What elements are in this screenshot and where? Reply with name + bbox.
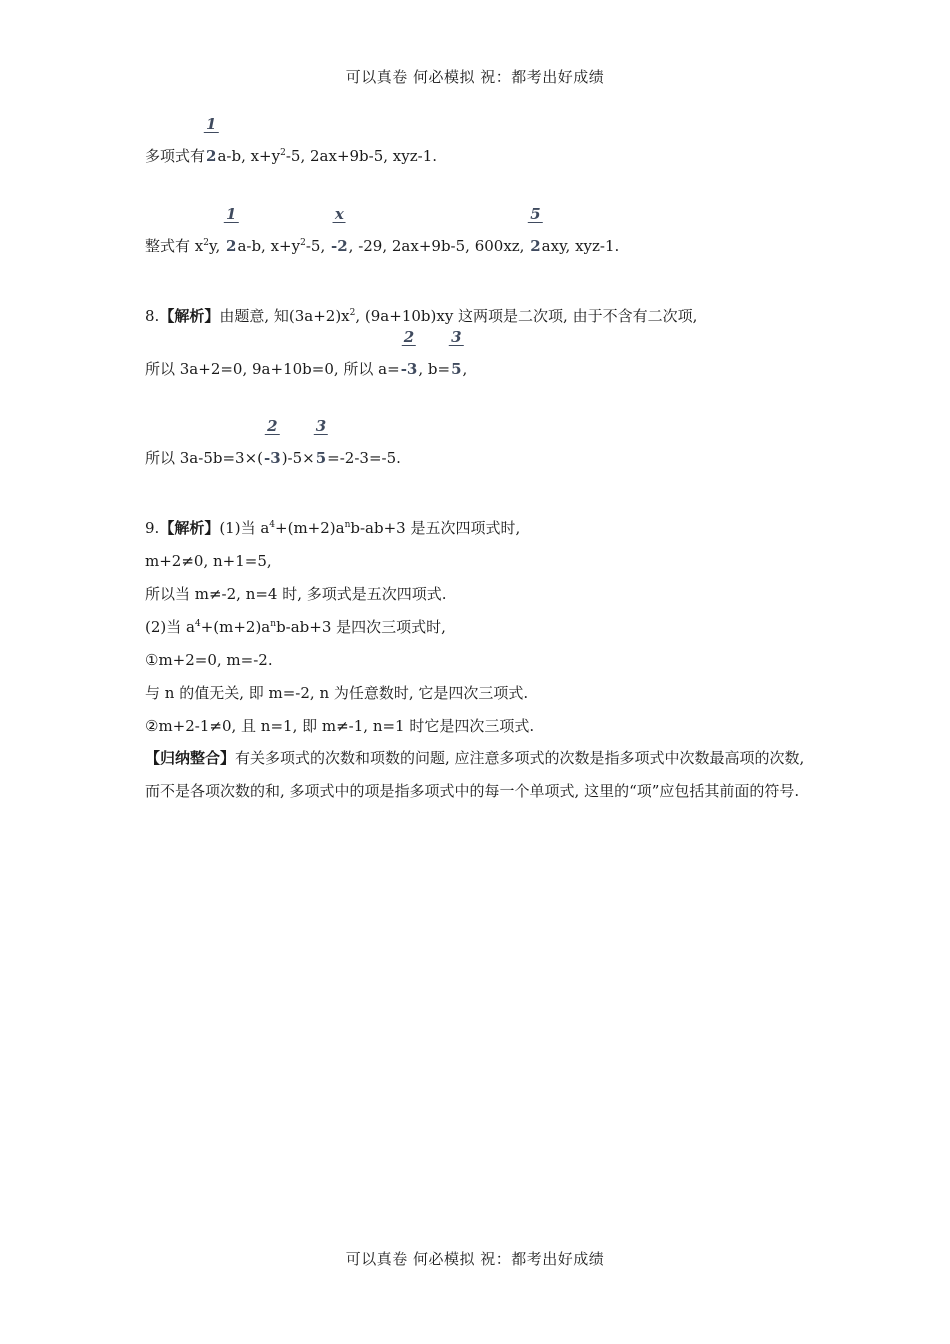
question-number: 8. <box>145 307 160 325</box>
fraction <box>206 115 217 166</box>
fraction <box>226 205 237 256</box>
analysis-tag: 【解析】 <box>159 307 220 325</box>
fraction-numerator: 1 <box>226 205 237 223</box>
text: (2)当 a <box>145 618 195 636</box>
text: 整式有 x <box>145 237 204 255</box>
q8-line-3 <box>145 417 401 468</box>
text: 所以 3a+2=0, 9a+10b=0, 所以 a= <box>145 360 400 378</box>
question-number: 9. <box>145 519 160 537</box>
text: +(m+2)a <box>200 618 271 636</box>
fraction <box>330 205 348 256</box>
q9-line-5: ①m+2=0, m=-2. <box>145 651 273 669</box>
fraction-numerator: 2 <box>403 328 415 346</box>
text: b-ab+3 是五次四项式时, <box>350 519 521 537</box>
polynomial-list <box>145 115 438 166</box>
summary-text: 有关多项式的次数和项数的问题, 应注意多项式的次数是指多项式中次数最高项的次数, 而不是各项次数的和, 多项式中的项是指多项式中的每一个单项式, 这里的“项”应包括其前面的符号. <box>145 749 805 800</box>
superscript: 2 <box>300 238 306 248</box>
superscript: 2 <box>349 308 356 318</box>
text: , b= <box>418 360 451 378</box>
fraction-denominator: 2 <box>206 147 217 165</box>
fraction-numerator: 1 <box>206 115 217 133</box>
q9-line-3: 所以当 m≠-2, n=4 时, 多项式是五次四项式. <box>145 585 447 603</box>
text: 多项式有 <box>145 147 206 165</box>
text: +(m+2)a <box>275 519 345 537</box>
q8-line-2 <box>145 328 468 379</box>
analysis-tag: 【解析】 <box>159 519 220 537</box>
superscript: 4 <box>194 619 201 629</box>
fraction-numerator: 2 <box>267 417 278 435</box>
text: 所以 3a-5b=3×( <box>145 449 264 467</box>
fraction-numerator: 5 <box>530 205 541 223</box>
text: , -29, 2ax+9b-5, 600xz, <box>348 237 530 255</box>
fraction <box>451 328 462 379</box>
q9-line-6: 与 n 的值无关, 即 m=-2, n 为任意数时, 它是四次三项式. <box>145 684 529 702</box>
fraction-denominator: 2 <box>226 237 237 255</box>
q8-line-1 <box>145 306 697 326</box>
fraction <box>315 417 327 468</box>
summary-paragraph <box>145 742 815 808</box>
page-header: 可以真卷 何必模拟 祝：都考出好成绩 <box>345 68 605 86</box>
fraction <box>264 417 281 468</box>
text: =-2-3=-5. <box>327 449 401 467</box>
text: y, <box>208 237 225 255</box>
fraction-denominator: 2 <box>530 237 541 255</box>
text: -5, 2ax+9b-5, xyz-1. <box>285 147 438 165</box>
fraction <box>400 328 418 379</box>
fraction-numerator: x <box>334 205 344 223</box>
fraction-denominator: -2 <box>330 237 348 255</box>
q9-line-4 <box>145 617 446 637</box>
fraction <box>530 205 541 256</box>
text: a-b, x+y <box>217 147 281 165</box>
text: axy, xyz-1. <box>541 237 620 255</box>
text: b-ab+3 是四次三项式时, <box>276 618 446 636</box>
integral-expression-list <box>145 205 620 256</box>
fraction-numerator: 3 <box>315 417 327 435</box>
fraction-denominator: 5 <box>451 360 462 378</box>
superscript: n <box>270 619 277 629</box>
text: a-b, x+y <box>237 237 301 255</box>
superscript: n <box>344 520 351 530</box>
q9-line-1 <box>145 518 520 538</box>
superscript: 2 <box>280 148 286 158</box>
text: , (9a+10b)xy 这两项是二次项, 由于不含有二次项, <box>355 307 698 325</box>
fraction-denominator: -3 <box>264 449 281 467</box>
page-footer: 可以真卷 何必模拟 祝：都考出好成绩 <box>345 1250 605 1268</box>
superscript: 4 <box>269 520 276 530</box>
text: (1)当 a <box>219 519 270 537</box>
superscript: 2 <box>203 238 209 248</box>
text: -5, <box>305 237 330 255</box>
fraction-denominator: 5 <box>315 449 327 467</box>
text: 由题意, 知(3a+2)x <box>219 307 350 325</box>
text: )-5× <box>281 449 315 467</box>
fraction-numerator: 3 <box>451 328 462 346</box>
text: , <box>462 360 468 378</box>
fraction-denominator: -3 <box>400 360 418 378</box>
summary-tag: 【归纳整合】 <box>145 749 236 767</box>
q9-line-2: m+2≠0, n+1=5, <box>145 552 272 570</box>
q9-line-7: ②m+2-1≠0, 且 n=1, 即 m≠-1, n=1 时它是四次三项式. <box>145 717 535 735</box>
